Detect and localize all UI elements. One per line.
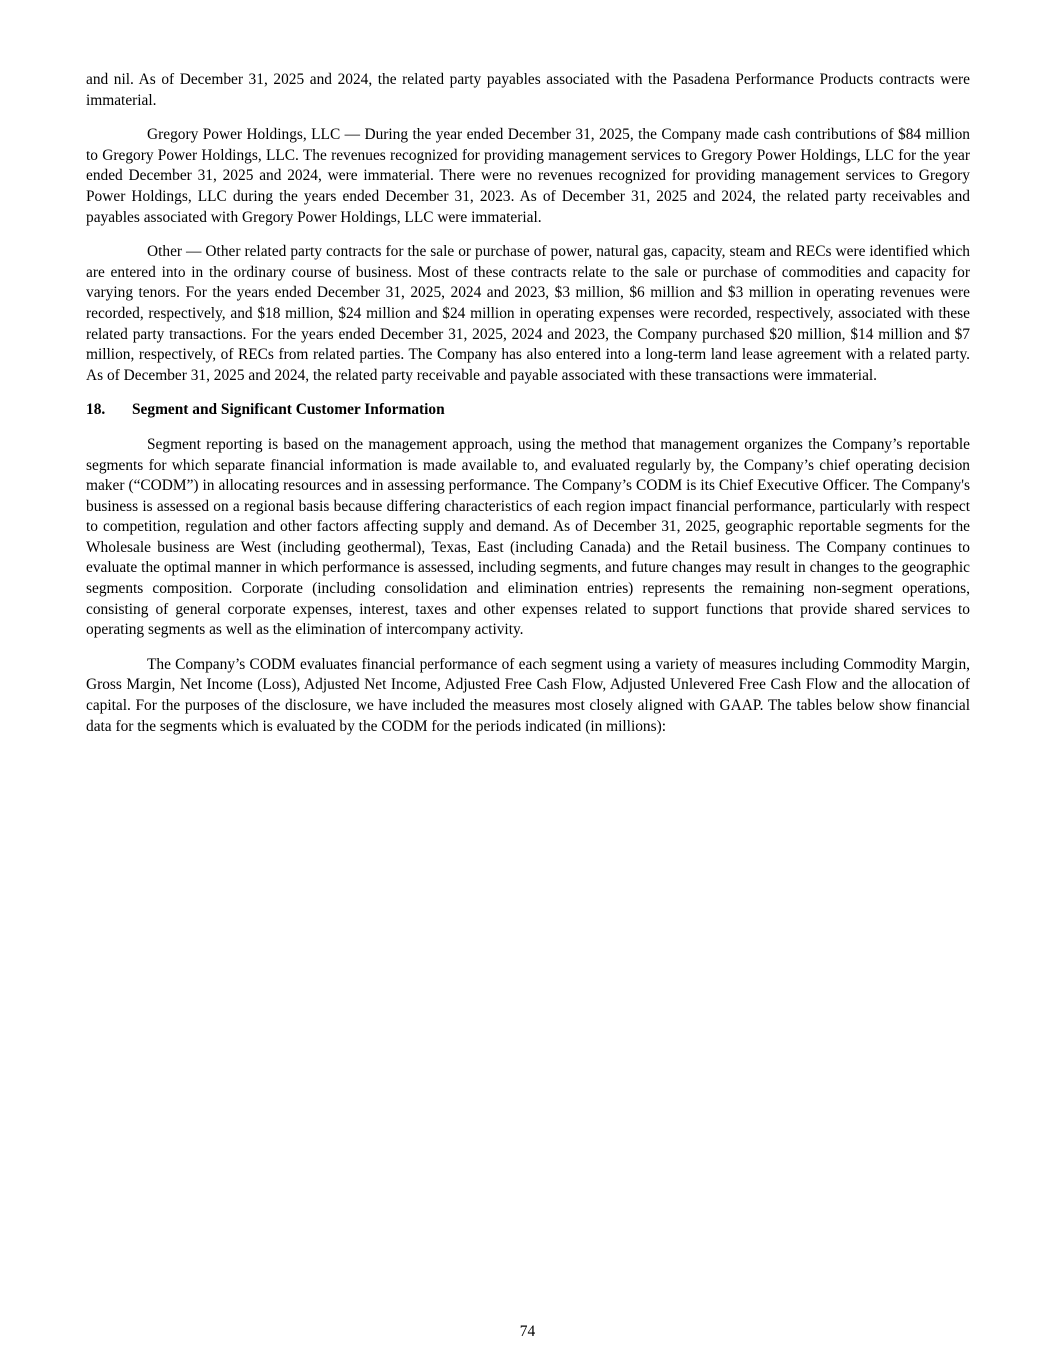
paragraph-continuation: and nil. As of December 31, 2025 and 2024, the related party payables associated with the Pasadena Performance Products contracts were immaterial. [86, 71, 970, 109]
document-body [86, 70, 970, 751]
paragraph-gregory-power: Gregory Power Holdings, LLC — During the year ended December 31, 2025, the Company made cash contributions of $84 million to Gregory Power Holdings, LLC. The revenues recognized for providing management services to Gregory Power Holdings, LLC for the year ended December 31, 2025 and 2024, were immaterial. There were no revenues recognized for providing management services to Gregory Power Holdings, LLC during the years ended December 31, 2023. As of December 31, 2025 and 2024, the related party receivables and payables associated with Gregory Power Holdings, LLC were immaterial. [86, 126, 970, 226]
section-heading [86, 400, 970, 421]
section-number: 18. [86, 401, 106, 419]
paragraph-other-related-party: Other — Other related party contracts for the sale or purchase of power, natural gas, capacity, steam and RECs were identified which are entered into in the ordinary course of business. Most of these contracts relate to the sale or purchase of commodities and capacity for varying tenors. For the years ended December 31, 2025, 2024 and 2023, $3 million, $6 million and $3 million in operating revenues were recorded, respectively, and $18 million, $24 million and $24 million in operating expenses were recorded, respectively, associated with these related party transactions. For the years ended December 31, 2025, 2024 and 2023, the Company purchased $20 million, $14 million and $7 million, respectively, of RECs from related parties. The Company has also entered into a long-term land lease agreement with a related party. As of December 31, 2025 and 2024, the related party receivable and payable associated with these transactions were immaterial. [86, 243, 970, 384]
paragraph-segment-reporting: Segment reporting is based on the management approach, using the method that management organizes the Company’s reportable segments for which separate financial information is made available to, and evaluated regularly by, the Company’s chief operating decision maker (“CODM”) in allocating resources and in assessing performance. The Company’s CODM is its Chief Executive Officer. The Company's business is assessed on a regional basis because differing characteristics of each region impact financial performance, particularly with respect to competition, regulation and other factors affecting supply and demand. As of December 31, 2025, geographic reportable segments for the Wholesale business are West (including geothermal), Texas, East (including Canada) and the Retail business. The Company continues to evaluate the optimal manner in which performance is assessed, including segments, and future changes may result in changes to the geographic segments composition. Corporate (including consolidation and elimination entries) represents the remaining non-segment operations, consisting of general corporate expenses, interest, taxes and other expenses related to support functions that provide shared services to operating segments as well as the elimination of intercompany activity. [86, 435, 970, 639]
section-title: Segment and Significant Customer Information [132, 401, 445, 419]
page-number: 74 [519, 1323, 536, 1340]
paragraph-codm-evaluation: The Company’s CODM evaluates financial performance of each segment using a variety of measures including Commodity Margin, Gross Margin, Net Income (Loss), Adjusted Net Income, Adjusted Free Cash Flow, Adjusted Unlevered Free Cash Flow and the allocation of capital. For the purposes of the disclosure, we have included the measures most closely aligned with GAAP. The tables below show financial data for the segments which is evaluated by the CODM for the periods indicated (in millions): [86, 655, 970, 735]
